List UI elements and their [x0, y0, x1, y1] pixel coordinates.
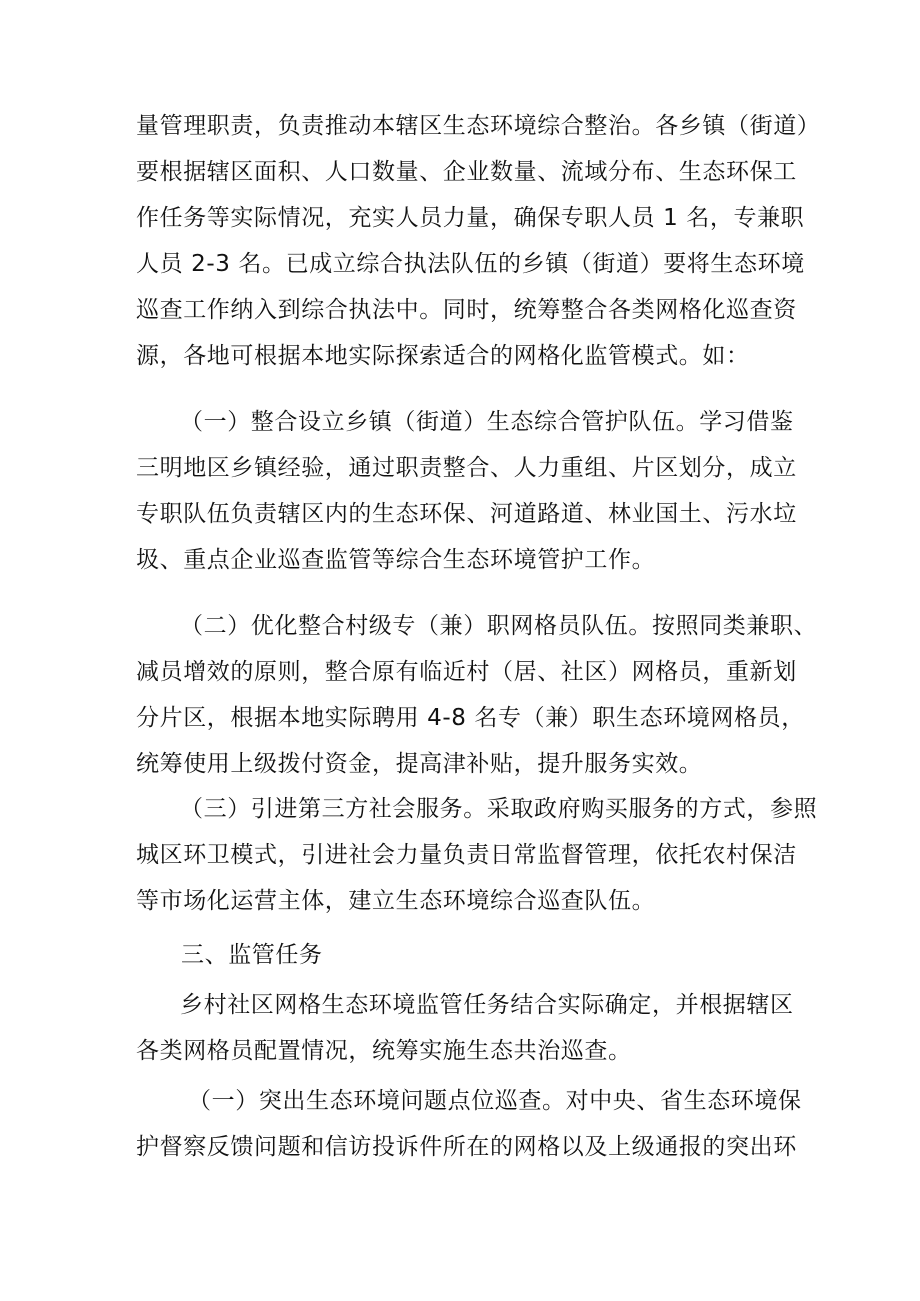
text-line-22: 护督察反馈问题和信访投诉件所在的网格以及上级通报的突出环	[136, 1134, 797, 1160]
text-line-9: 专职队伍负责辖区内的生态环保、河道路道、林业国土、污水垃	[136, 501, 797, 527]
text-line-13: 分片区，根据本地实际聘用 4-8 名专（兼）职生态环境网格员，	[136, 705, 805, 731]
text-line-14: 统筹使用上级拨付资金，提高津补贴，提升服务实效。	[136, 751, 703, 777]
text-line-12: 减员增效的原则，整合原有临近村（居、社区）网格员，重新划	[136, 659, 797, 685]
text-line-5: 巡查工作纳入到综合执法中。同时，统筹整合各类网格化巡查资	[136, 297, 797, 323]
text-line-4: 人员 2-3 名。已成立综合执法队伍的乡镇（街道）要将生态环境	[136, 251, 805, 277]
text-line-19: 乡村社区网格生态环境监管任务结合实际确定，并根据辖区	[180, 992, 794, 1018]
text-line-2: 要根据辖区面积、人口数量、企业数量、流域分布、生态环保工	[136, 159, 797, 185]
text-line-3: 作任务等实际情况，充实人员力量，确保专职人员 1 名，专兼职	[136, 205, 805, 231]
text-line-15: （三）引进第三方社会服务。采取政府购买服务的方式，参照	[180, 796, 818, 822]
text-line-21: （一）突出生态环境问题点位巡查。对中央、省生态环境保	[188, 1088, 802, 1114]
text-line-1: 量管理职责，负责推动本辖区生态环境综合整治。各乡镇（街道）	[136, 113, 821, 139]
text-line-6: 源，各地可根据本地实际探索适合的网格化监管模式。如：	[136, 343, 750, 369]
text-line-17: 等市场化运营主体，建立生态环境综合巡查队伍。	[136, 888, 656, 914]
text-line-11: （二）优化整合村级专（兼）职网格员队伍。按照同类兼职、	[180, 613, 818, 639]
text-line-10: 圾、重点企业巡查监管等综合生态环境管护工作。	[136, 547, 656, 573]
text-line-20: 各类网格员配置情况，统筹实施生态共治巡查。	[136, 1038, 632, 1064]
text-line-8: 三明地区乡镇经验，通过职责整合、人力重组、片区划分，成立	[136, 455, 797, 481]
text-line-16: 城区环卫模式，引进社会力量负责日常监督管理，依托农村保洁	[136, 842, 797, 868]
section-heading: 三、监管任务	[181, 942, 323, 968]
text-line-7: （一）整合设立乡镇（街道）生态综合管护队伍。学习借鉴	[180, 409, 794, 435]
